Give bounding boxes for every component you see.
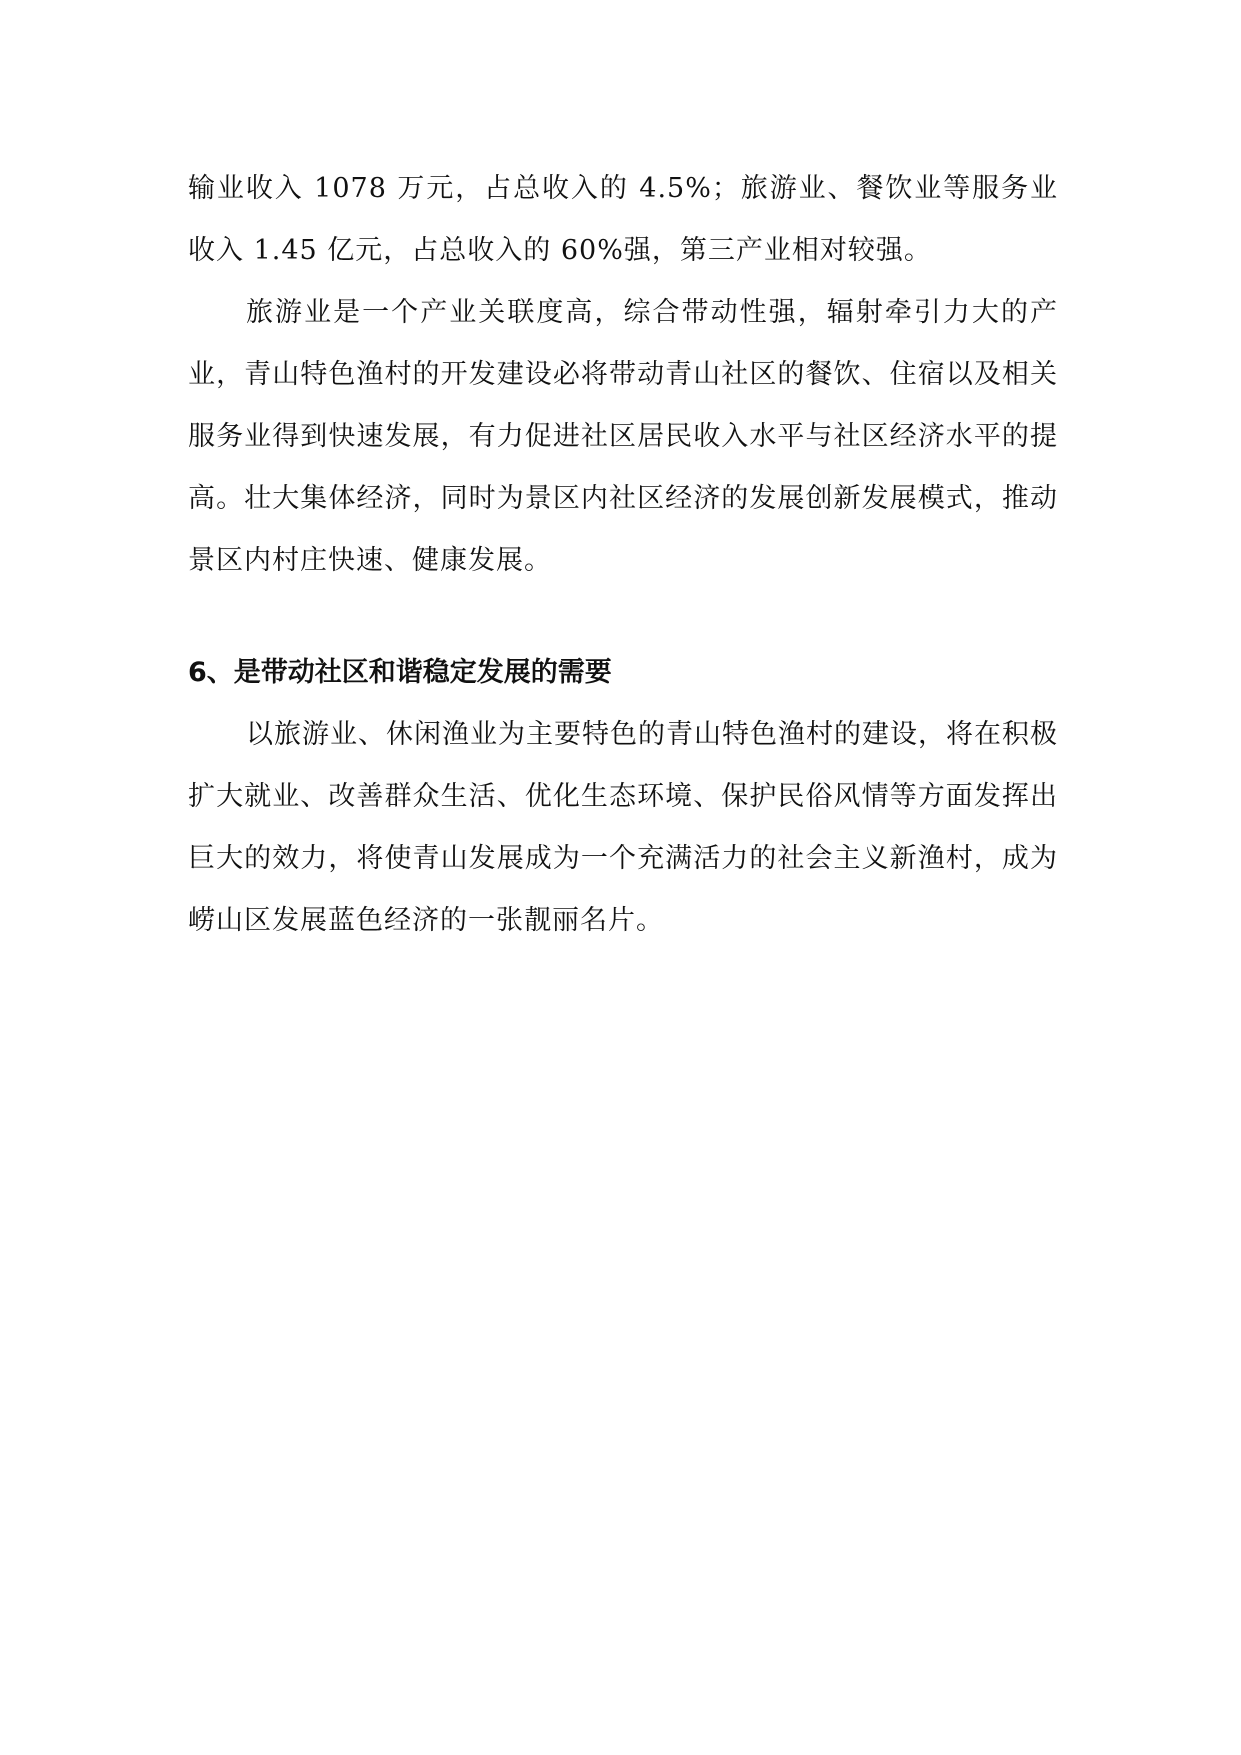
section-heading: 6、是带动社区和谐稳定发展的需要 [188, 657, 612, 688]
paragraph-tourism: 旅游业是一个产业关联度高，综合带动性强，辐射牵引力大的产业，青山特色渔村的开发建设必将带动青山社区的餐饮、住宿以及相关服务业得到快速发展，有力促进社区居民收入水平与社区经济水平的提高。壮大集体经济，同时为景区内社区经济的发展创新发展模式，推动景区内村庄快速、健康发展。 [188, 297, 1058, 576]
paragraph-harmony: 以旅游业、休闲渔业为主要特色的青山特色渔村的建设，将在积极扩大就业、改善群众生活、优化生态环境、保护民俗风情等方面发挥出巨大的效力，将使青山发展成为一个充满活力的社会主义新渔村，成为崂山区发展蓝色经济的一张靓丽名片。 [188, 719, 1058, 936]
paragraph-income: 输业收入 1078 万元，占总收入的 4.5%；旅游业、餐饮业等服务业收入 1.45 亿元，占总收入的 60%强，第三产业相对较强。 [188, 173, 1058, 266]
document-body [188, 158, 1058, 952]
